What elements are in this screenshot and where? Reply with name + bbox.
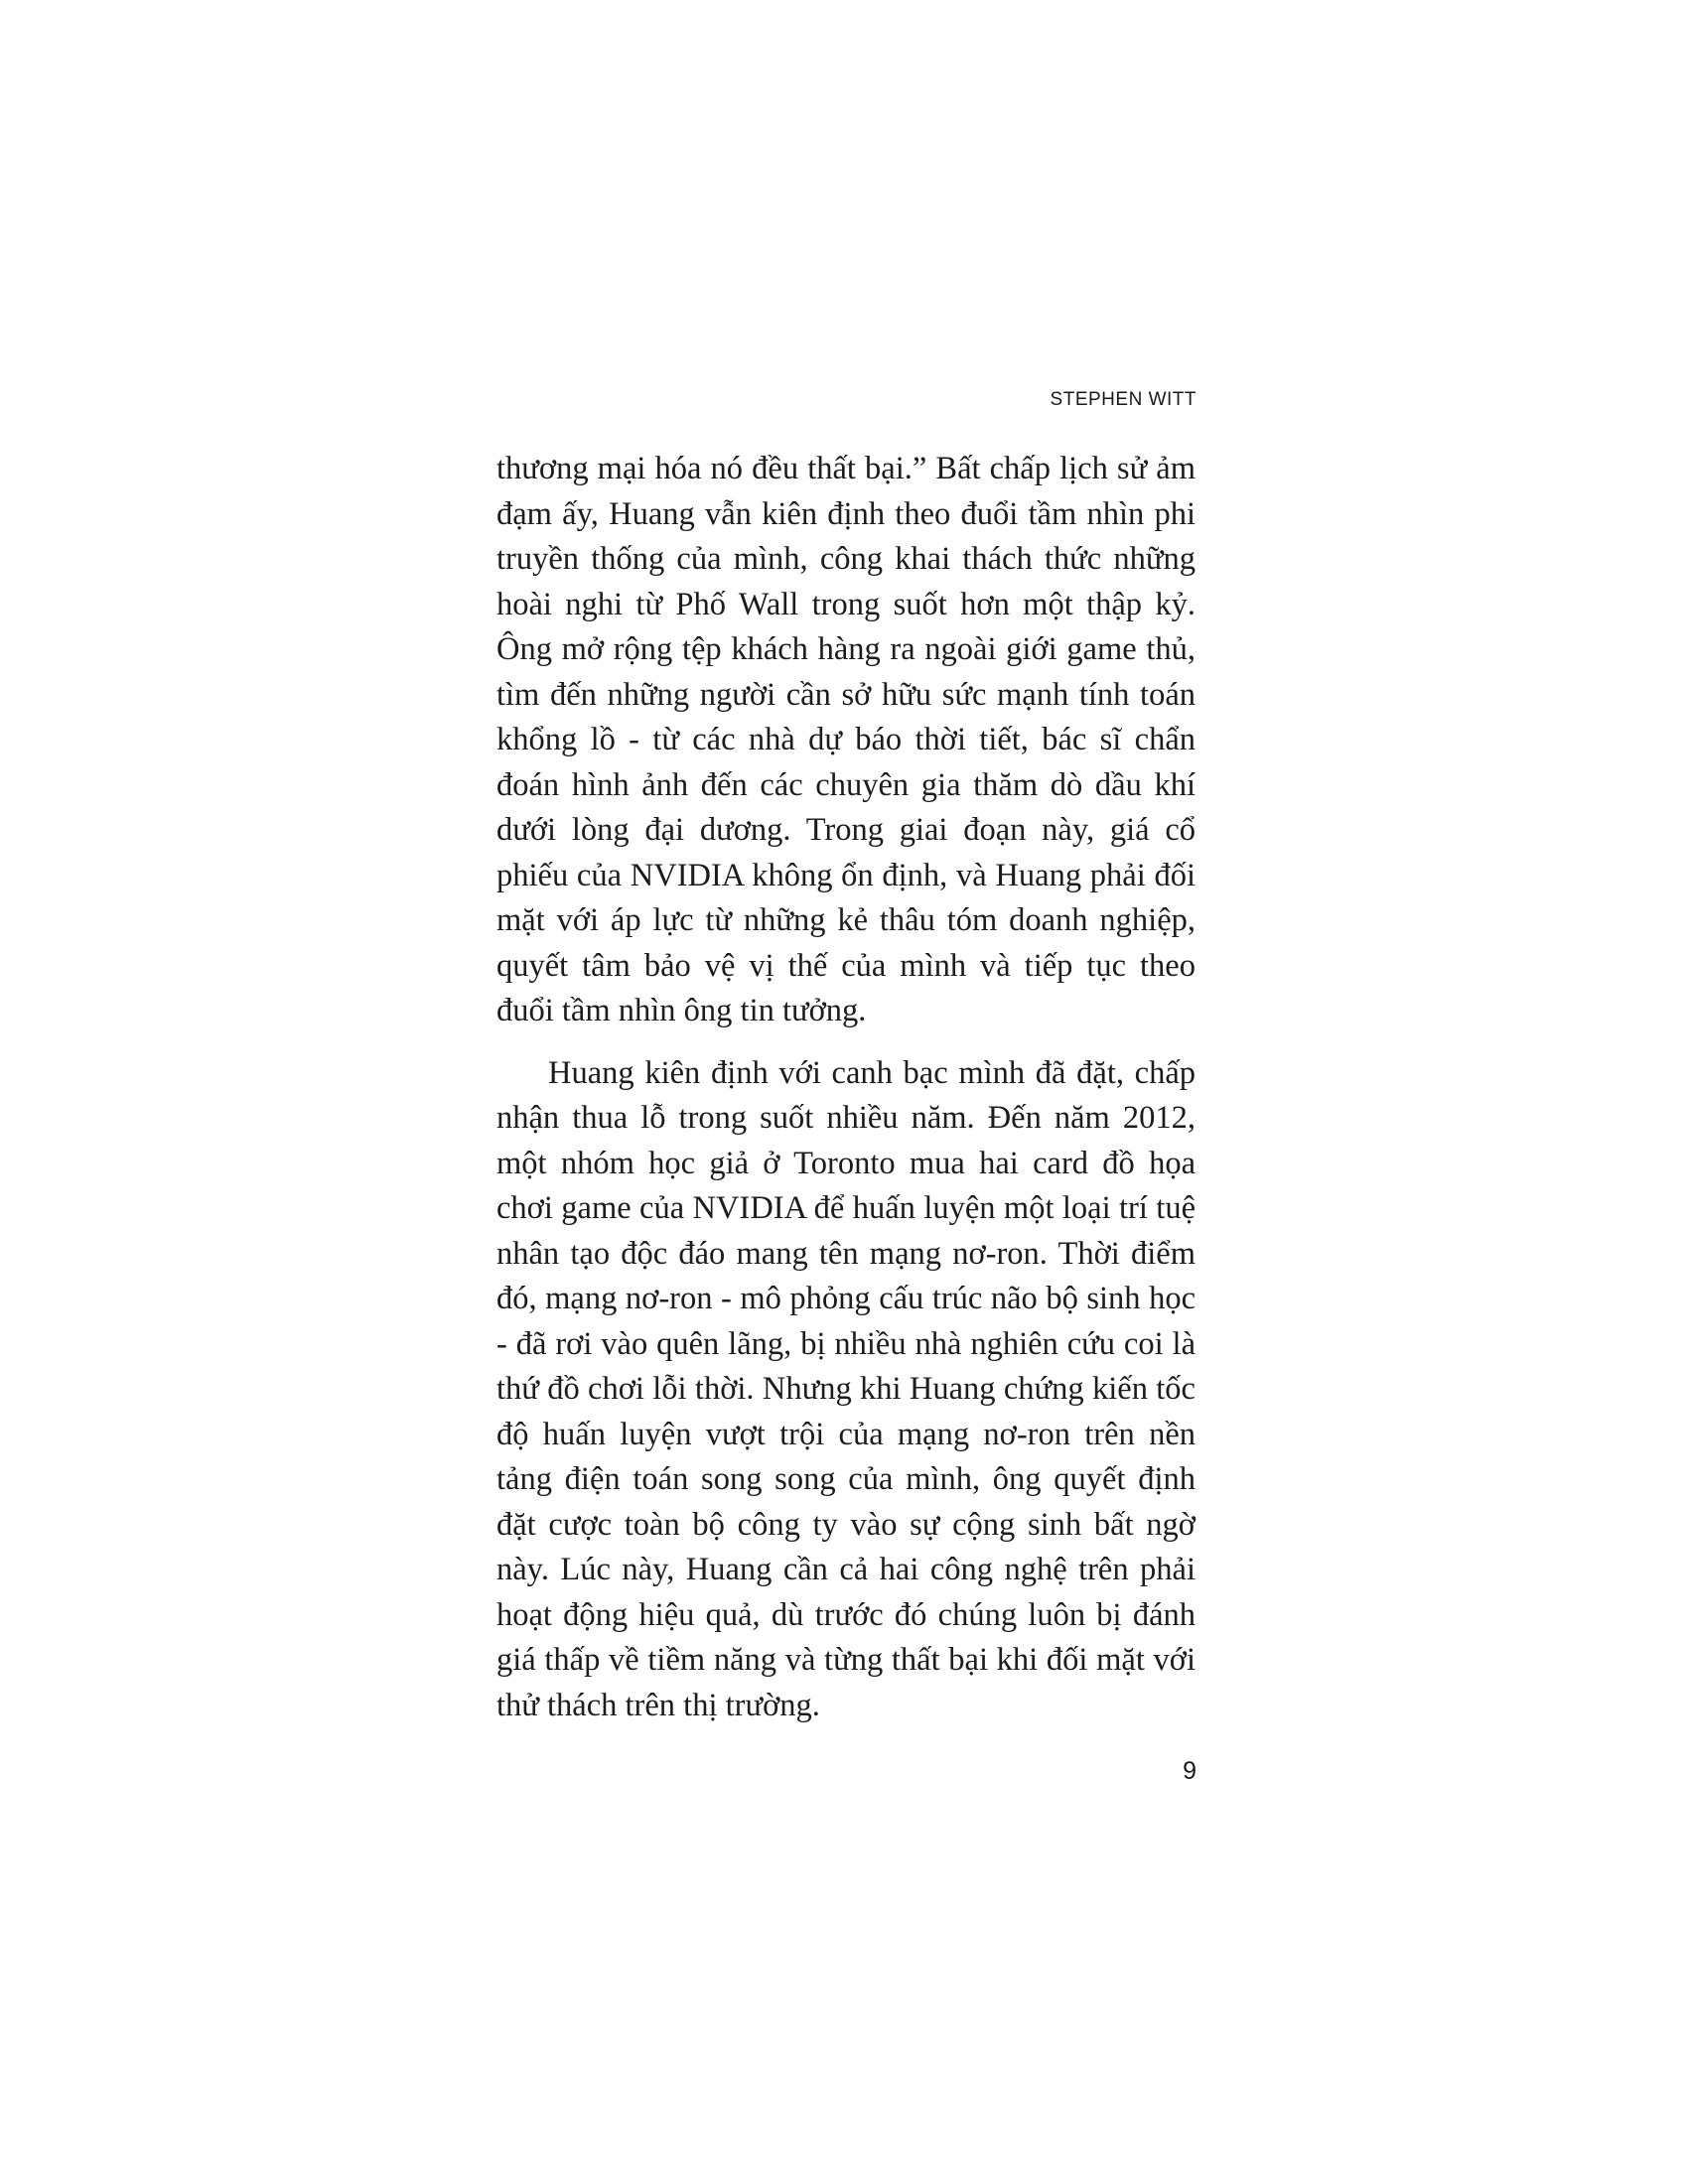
page-number: 9 xyxy=(1183,1757,1196,1785)
paragraph: thương mại hóa nó đều thất bại.” Bất chấp lịch sử ảm đạm ấy, Huang vẫn kiên định theo đuổi tầm nhìn phi truyền thống của mình, công khai thách thức những hoài nghi từ Phố Wall trong suốt hơn một thập kỷ. Ông mở rộng tệp khách hàng ra ngoài giới game thủ, tìm đến những người cần sở hữu sức mạnh tính toán khổng lồ - từ các nhà dự báo thời tiết, bác sĩ chẩn đoán hình ảnh đến các chuyên gia thăm dò dầu khí dưới lòng đại dương. Trong giai đoạn này, giá cổ phiếu của NVIDIA không ổn định, và Huang phải đối mặt với áp lực từ những kẻ thâu tóm doanh nghiệp, quyết tâm bảo vệ vị thế của mình và tiếp tục theo đuổi tầm nhìn ông tin tưởng. xyxy=(496,451,1196,1028)
body-text xyxy=(496,447,1196,1728)
running-header: STEPHEN WITT xyxy=(1050,389,1196,410)
paragraph: Huang kiên định với canh bạc mình đã đặt, chấp nhận thua lỗ trong suốt nhiều năm. Đến năm 2012, một nhóm học giả ở Toronto mua hai card đồ họa chơi game của NVIDIA để huấn luyện một loại trí tuệ nhân tạo độc đáo mang tên mạng nơ-ron. Thời điểm đó, mạng nơ-ron - mô phỏng cấu trúc não bộ sinh học - đã rơi vào quên lãng, bị nhiều nhà nghiên cứu coi là thứ đồ chơi lỗi thời. Nhưng khi Huang chứng kiến tốc độ huấn luyện vượt trội của mạng nơ-ron trên nền tảng điện toán song song của mình, ông quyết định đặt cược toàn bộ công ty vào sự cộng sinh bất ngờ này. Lúc này, Huang cần cả hai công nghệ trên phải hoạt động hiệu quả, dù trước đó chúng luôn bị đánh giá thấp về tiềm năng và từng thất bại khi đối mặt với thử thách trên thị trường. xyxy=(496,1054,1196,1723)
